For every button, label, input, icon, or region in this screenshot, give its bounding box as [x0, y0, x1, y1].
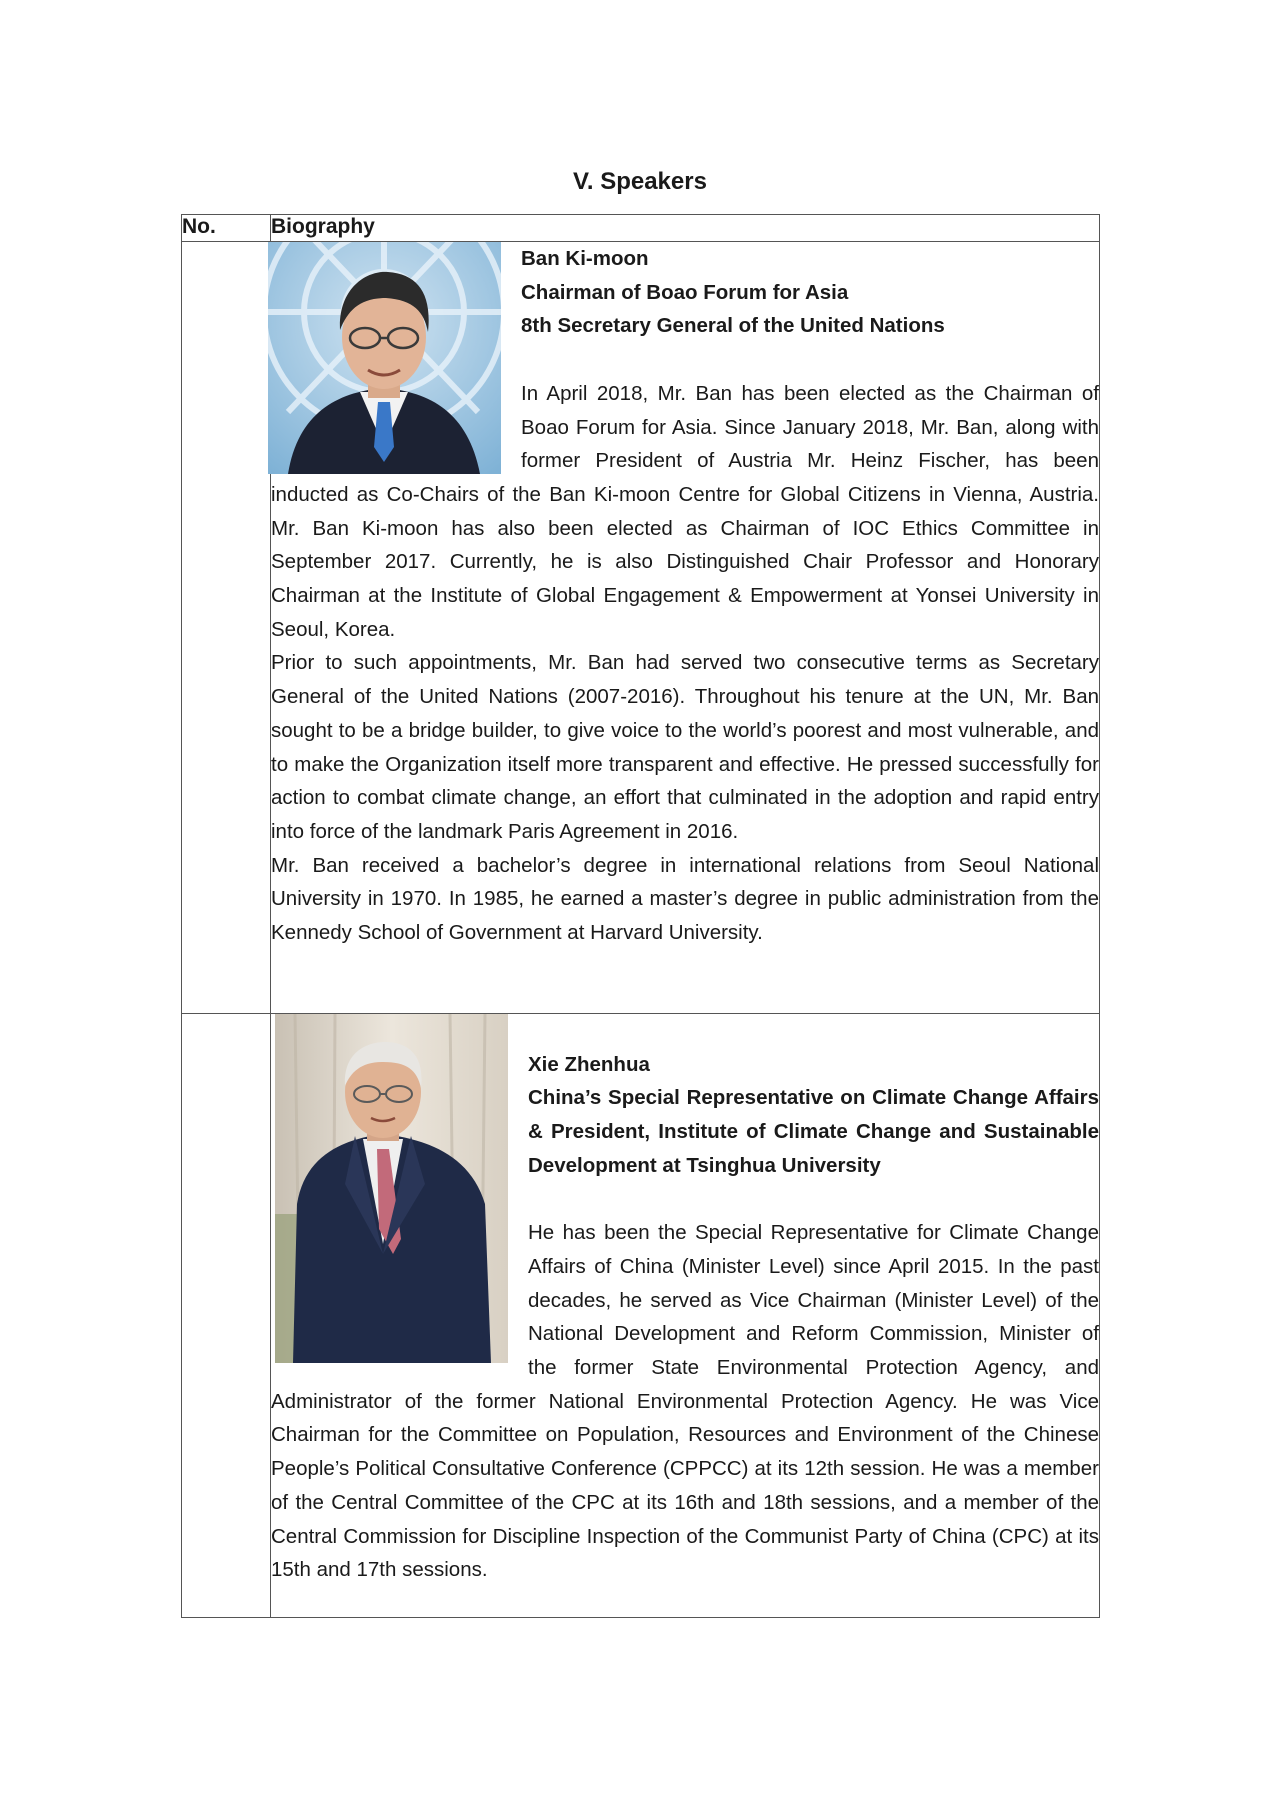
speaker-number [182, 1014, 271, 1618]
speakers-table [181, 214, 1100, 1618]
page-title: V. Speakers [573, 168, 707, 195]
table-row [182, 242, 1100, 1014]
biography-paragraph: Mr. Ban received a bachelor’s degree in international relations from Seoul National University in 1970. In 1985, he earned a master’s degree in public administration from the Kennedy School of Government at Harvard University. [271, 853, 1099, 945]
table-row [182, 1014, 1100, 1618]
speaker-title: China’s Special Representative on Climate Change Affairs & President, Institute of Climate Change and Sustainable Development at Tsinghua University [528, 1086, 1099, 1177]
biography-paragraph: Prior to such appointments, Mr. Ban had served two consecutive terms as Secretary General of the United Nations (2007-2016). Throughout his tenure at the UN, Mr. Ban sought to be a bridge builder, to give voice to the world’s poorest and most vulnerable, and to make the Organization itself more transparent and effective. He pressed successfully for action to combat climate change, an effort that culminated in the adoption and rapid entry into force of the landmark Paris Agreement in 2016. [271, 651, 1099, 843]
table-header-row [182, 215, 1100, 242]
speaker-biography [271, 242, 1099, 950]
speaker-biography [271, 1014, 1099, 1587]
speaker-name: Ban Ki-moon [521, 247, 649, 270]
speaker-portrait-ban-ki-moon [268, 242, 501, 474]
speaker-number [182, 242, 271, 1014]
speaker-title-line-1: Chairman of Boao Forum for Asia [521, 280, 849, 304]
speaker-name: Xie Zhenhua [528, 1052, 650, 1076]
biography-cell [271, 1014, 1100, 1618]
biography-paragraph: In April 2018, Mr. Ban has been elected as the Chairman of Boao Forum for Asia. Since January 2018, Mr. Ban, along with former President of Austria Mr. Heinz Fischer, has been inducted as Co-Chairs of the Ban Ki-moon Centre for Global Citizens in Vienna, Austria. Mr. Ban Ki-moon has also been elected as Chairman of IOC Ethics Committee in September 2017. Currently, he is also Distinguished Chair Professor and Honorary Chairman at the Institute of Global Engagement & Empowerment at Yonsei University in Seoul, Korea. [271, 381, 1099, 641]
biography-cell [271, 242, 1100, 1014]
speaker-portrait-xie-zhenhua [275, 1014, 508, 1363]
speaker-title-line-2: 8th Secretary General of the United Nations [521, 314, 945, 338]
header-no: No. [182, 215, 271, 242]
header-biography: Biography [271, 215, 1100, 242]
biography-paragraph: He has been the Special Representative for Climate Change Affairs of China (Minister Level) since April 2015. In the past decades, he served as Vice Chairman (Minister Level) of the National Development and Reform Commission, Minister of the former State Environmental Protection Agency, and Administrator of the former National Environmental Protection Agency. He was Vice Chairman for the Committee on Population, Resources and Environment of the Chinese People’s Political Consultative Conference (CPPCC) at its 12th session. He was a member of the Central Committee of the CPC at its 16th and 18th sessions, and a member of the Central Commission for Discipline Inspection of the Communist Party of China (CPC) at its 15th and 17th sessions. [271, 1221, 1099, 1582]
